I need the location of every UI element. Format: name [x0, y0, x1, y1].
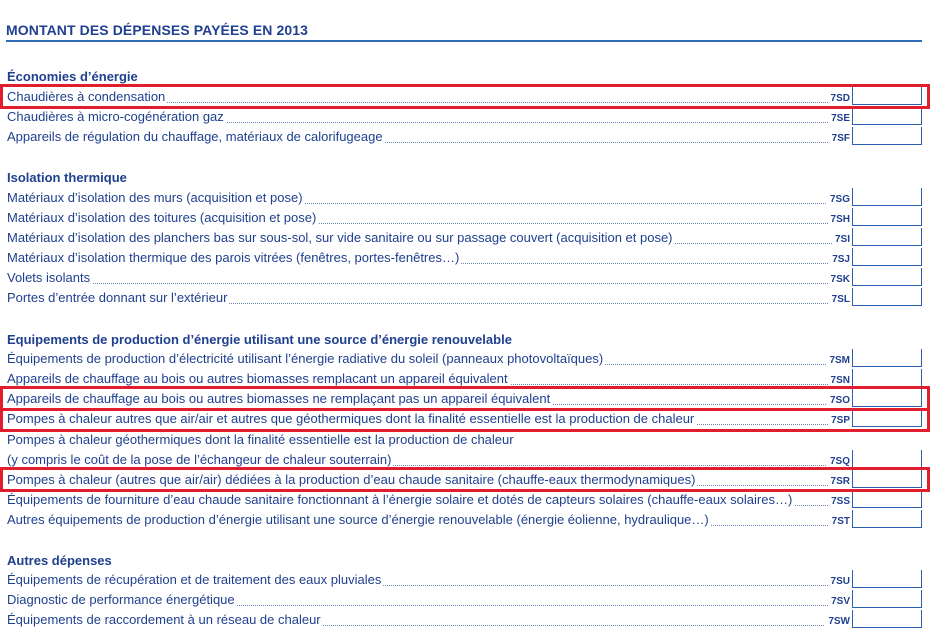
amount-input-7sh[interactable]: [852, 208, 922, 226]
row-label: Pompes à chaleur (autres que air/air) dédiées à la production d’eau chaude sanitaire (chauffe-eaux thermodynamiques): [7, 472, 696, 487]
row-7sv: [7, 590, 922, 610]
row-7so: [7, 389, 922, 409]
box-code: 7SM: [826, 355, 850, 366]
row-label: Chaudières à condensation: [7, 89, 166, 104]
amount-input-7st[interactable]: [852, 510, 922, 528]
row-7sl: [7, 288, 922, 308]
box-code: 7SP: [828, 415, 850, 426]
row-label: Matériaux d’isolation des murs (acquisition et pose): [7, 190, 303, 205]
row-7sd: [7, 87, 922, 107]
row-label: Matériaux d’isolation thermique des parois vitrées (fenêtres, portes-fenêtres…): [7, 250, 460, 265]
row-7sn: [7, 369, 922, 389]
amount-input-7sf[interactable]: [852, 127, 922, 145]
row-7su: [7, 570, 922, 590]
amount-input-7sw[interactable]: [852, 610, 922, 628]
row-label: Matériaux d’isolation des toitures (acquisition et pose): [7, 210, 317, 225]
box-code: 7SG: [827, 194, 850, 205]
row-7st: [7, 510, 922, 530]
amount-input-7sm[interactable]: [852, 349, 922, 367]
row-label: Appareils de chauffage au bois ou autres biomasses ne remplaçant pas un appareil équivalent: [7, 391, 551, 406]
row-label: Volets isolants: [7, 270, 91, 285]
row-label: Appareils de chauffage au bois ou autres biomasses remplacant un appareil équivalent: [7, 371, 508, 386]
amount-input-7si[interactable]: [852, 228, 922, 246]
section-heading-renouvelable: Equipements de production d’énergie utilisant une source d’énergie renouvelable: [7, 332, 512, 347]
row-label: Équipements de fourniture d’eau chaude sanitaire fonctionnant à l’énergie solaire et dotés de capteurs solaires (chauffe-eaux solaires…): [7, 492, 793, 507]
box-code: 7SN: [828, 375, 850, 386]
box-code: 7SI: [832, 234, 850, 245]
row-label: Diagnostic de performance énergétique: [7, 592, 235, 607]
box-code: 7SL: [829, 294, 850, 305]
section-heading-autres: Autres dépenses: [7, 553, 112, 568]
section-heading-isolation: Isolation thermique: [7, 170, 127, 185]
row-label: Portes d’entrée donnant sur l’extérieur: [7, 290, 228, 305]
box-code: 7SU: [828, 576, 850, 587]
row-7sk: [7, 268, 922, 288]
amount-input-7sg[interactable]: [852, 188, 922, 206]
row-label: Appareils de régulation du chauffage, matériaux de calorifugeage: [7, 129, 383, 144]
row-7sp: [7, 409, 922, 429]
amount-input-7sl[interactable]: [852, 288, 922, 306]
title-divider: [6, 40, 922, 42]
row-label: Équipements de production d’électricité utilisant l’énergie radiative du soleil (panneaux photovoltaïques): [7, 351, 604, 366]
row-7sq: [7, 450, 922, 470]
box-code: 7SQ: [827, 456, 850, 467]
amount-input-7sj[interactable]: [852, 248, 922, 266]
box-code: 7SS: [828, 496, 850, 507]
row-7sf: [7, 127, 922, 147]
row-7sh: [7, 208, 922, 228]
row-7sg: [7, 188, 922, 208]
row-label: Pompes à chaleur autres que air/air et autres que géothermiques dont la finalité essentielle est la production de chaleur: [7, 411, 695, 426]
box-code: 7SF: [829, 133, 850, 144]
row-7sr: [7, 470, 922, 490]
amount-input-7sq[interactable]: [852, 450, 922, 468]
row-7sj: [7, 248, 922, 268]
row-7sq-first-line: Pompes à chaleur géothermiques dont la finalité essentielle est la production de chaleur: [7, 432, 514, 447]
amount-input-7ss[interactable]: [852, 490, 922, 508]
amount-input-7sr[interactable]: [852, 470, 922, 488]
amount-input-7so[interactable]: [852, 389, 922, 407]
row-7se: [7, 107, 922, 127]
row-label: Équipements de récupération et de traitement des eaux pluviales: [7, 572, 382, 587]
row-7sm: [7, 349, 922, 369]
row-label: Autres équipements de production d’énergie utilisant une source d’énergie renouvelable (énergie éolienne, hydraulique…): [7, 512, 709, 527]
row-7ss: [7, 490, 922, 510]
row-7si: [7, 228, 922, 248]
amount-input-7se[interactable]: [852, 107, 922, 125]
amount-input-7sk[interactable]: [852, 268, 922, 286]
box-code: 7SH: [828, 214, 850, 225]
box-code: 7SV: [828, 596, 850, 607]
box-code: 7SR: [828, 476, 850, 487]
row-label: (y compris le coût de la pose de l’échangeur de chaleur souterrain): [7, 452, 392, 467]
amount-input-7sp[interactable]: [852, 409, 922, 427]
section-heading-economies: Économies d’énergie: [7, 69, 138, 84]
row-label: Matériaux d’isolation des planchers bas sur sous-sol, sur vide sanitaire ou sur passage couvert (acquisition et pose): [7, 230, 673, 245]
page-title: MONTANT DES DÉPENSES PAYÉES EN 2013: [6, 22, 308, 38]
amount-input-7sn[interactable]: [852, 369, 922, 387]
box-code: 7SO: [827, 395, 850, 406]
row-7sw: [7, 610, 922, 630]
box-code: 7SE: [828, 113, 850, 124]
box-code: 7SK: [828, 274, 850, 285]
box-code: 7SD: [828, 93, 850, 104]
amount-input-7sv[interactable]: [852, 590, 922, 608]
box-code: 7ST: [829, 516, 850, 527]
amount-input-7sd[interactable]: [852, 87, 922, 105]
row-label: Équipements de raccordement à un réseau de chaleur: [7, 612, 321, 627]
box-code: 7SJ: [829, 254, 850, 265]
amount-input-7su[interactable]: [852, 570, 922, 588]
box-code: 7SW: [825, 616, 850, 627]
row-label: Chaudières à micro-cogénération gaz: [7, 109, 224, 124]
